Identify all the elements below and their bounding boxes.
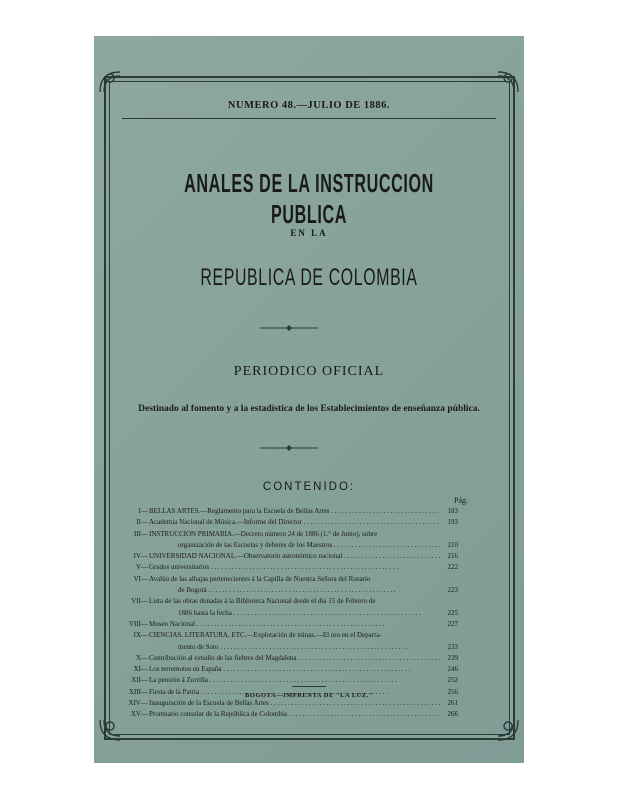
journal-title: ANALES DE LA INSTRUCCION PUBLICA (184, 168, 434, 229)
toc-entry-number: III— (134, 529, 148, 538)
toc-entry (122, 675, 458, 686)
toc-entry-title: Avalúo de las alhajas pertenecientes á la Capilla de Nuestra Señora del Rosario (149, 574, 371, 583)
toc-entry (122, 596, 458, 607)
toc-entry-number: VI— (133, 574, 148, 583)
toc-entry-number: V— (135, 563, 148, 572)
toc-entry-page: 210 (447, 540, 458, 549)
toc-entry (122, 517, 458, 528)
toc-entry-title: Museo Nacional . . . (148, 619, 440, 630)
toc-entry-page: 183 (447, 507, 458, 515)
toc-entry-number: XV— (130, 710, 148, 719)
divider-ornament-top (260, 324, 318, 332)
toc-entry-title: Grados universitarios . . . (148, 562, 440, 573)
toc-entry-number (122, 540, 148, 551)
toc-entry-title: UNIVERSIDAD NACIONAL.—Observatorio astronómico nacional . . . (148, 551, 440, 562)
issue-line: NUMERO 48.—JULIO DE 1886. (227, 100, 391, 111)
toc-entry-page (440, 630, 458, 641)
toc-entry-title: Los terremotos en España . . . (148, 664, 440, 675)
toc-entry-page (440, 596, 458, 607)
toc-entry (122, 642, 458, 653)
country-title: REPUBLICA DE COLOMBIA (200, 264, 418, 291)
toc-entry (122, 698, 458, 709)
toc-entry-number: IX— (133, 631, 148, 640)
toc-entry (122, 664, 458, 675)
toc-entry-title: Lista de las obras donadas á la Biblioteca Nacional desde el día 15 de Febrero de (149, 597, 376, 606)
toc-entry-number: II— (136, 518, 148, 527)
toc-entry-page: 216 (447, 552, 458, 561)
toc-entry-page: 225 (447, 608, 458, 617)
toc-entry-number: X— (135, 653, 148, 662)
toc-entry-title: INSTRUCCION PRIMARIA.—Decreto número 24 de 1886 (1.° de Junio), sobre (149, 529, 378, 538)
toc-entry-number: I— (138, 507, 148, 515)
toc-entry-number: VII— (131, 597, 148, 606)
toc-entry-title: Inauguración de la Escuela de Bellas Artes . . . (148, 698, 440, 709)
toc-entry (122, 585, 458, 596)
toc-entry (122, 619, 458, 630)
table-of-contents (122, 506, 458, 721)
toc-entry-page (440, 529, 458, 540)
toc-entry (122, 506, 458, 517)
toc-entry-page: 223 (447, 586, 458, 595)
toc-entry-number: XI— (133, 665, 148, 674)
toc-entry-page: 256 (447, 687, 458, 696)
toc-entry-title: Academia Nacional de Música.—Informe del Director . . . (148, 517, 440, 528)
divider-ornament-bottom (260, 444, 318, 452)
toc-entry-title: BELLAS ARTES.—Reglamento para la Escuela de Bellas Artes . . . (148, 506, 440, 517)
printer-imprint: BOGOTA—IMPRENTA DE "LA LUZ." (245, 692, 373, 699)
toc-entry-title: mento de Soto . . . (148, 642, 440, 653)
corner-ornament-top-left (96, 68, 130, 96)
toc-entry (122, 540, 458, 551)
toc-entry-title: organización de las Escuelas y deberes de los Maestros . . . (148, 540, 440, 551)
corner-ornament-bottom-right (488, 716, 522, 744)
toc-entry-title: Contribución al estudio de las fiebres del Magdalena . . . (148, 653, 440, 664)
toc-entry-number: IV— (133, 552, 148, 561)
corner-ornament-top-right (488, 68, 522, 96)
toc-entry-title: de Bogotá . . . (148, 585, 440, 596)
toc-entry (122, 653, 458, 664)
toc-entry-number (122, 585, 148, 596)
toc-entry-number: XIV— (128, 699, 148, 708)
journal-cover (94, 36, 524, 763)
toc-entry-page: 239 (447, 653, 458, 662)
toc-entry-number (122, 608, 148, 619)
toc-entry (122, 709, 458, 720)
toc-entry-page: 233 (447, 642, 458, 651)
toc-entry-page: 261 (447, 699, 458, 708)
toc-entry-page: 193 (447, 518, 458, 527)
issue-rule (122, 118, 496, 119)
toc-entry-number: XII— (131, 676, 148, 685)
toc-entry-page: 252 (447, 676, 458, 685)
toc-entry-title: La pensión á Zorrilla . . . (148, 675, 440, 686)
toc-entry-page: 227 (447, 619, 458, 628)
purpose-statement: Destinado al fomento y a la estadística de los Establecimientos de enseñanza pública. (138, 404, 480, 414)
toc-entry-title: Fiesta de la Patria . . . (148, 687, 440, 698)
toc-entry-title: CIENCIAS, LITERATURA, ETC.—Explotación de minas.—El oro en el Departa- (149, 631, 382, 640)
toc-entry-number: XIII— (128, 687, 148, 696)
footer-rule (292, 686, 326, 687)
toc-entry-number: VIII— (128, 619, 148, 628)
toc-entry (122, 529, 458, 540)
toc-entry (122, 608, 458, 619)
toc-entry (122, 630, 458, 641)
contents-heading: CONTENIDO: (262, 481, 356, 493)
toc-entry-title: 1886 hasta la fecha . . . (148, 608, 440, 619)
toc-entry-number (122, 642, 148, 653)
toc-entry-page: 222 (447, 563, 458, 572)
periodical-subtitle: PERIODICO OFICIAL (233, 364, 385, 379)
toc-entry-page (440, 574, 458, 585)
toc-entry-title: Prontuario consular de la República de Colombia . . . (148, 709, 440, 720)
toc-entry (122, 562, 458, 573)
toc-entry-page: 246 (447, 665, 458, 674)
toc-entry (122, 574, 458, 585)
toc-entry-page: 266 (447, 710, 458, 719)
page-column-label: Pág. (454, 496, 468, 505)
title-connector: EN LA (290, 228, 328, 238)
toc-entry (122, 551, 458, 562)
